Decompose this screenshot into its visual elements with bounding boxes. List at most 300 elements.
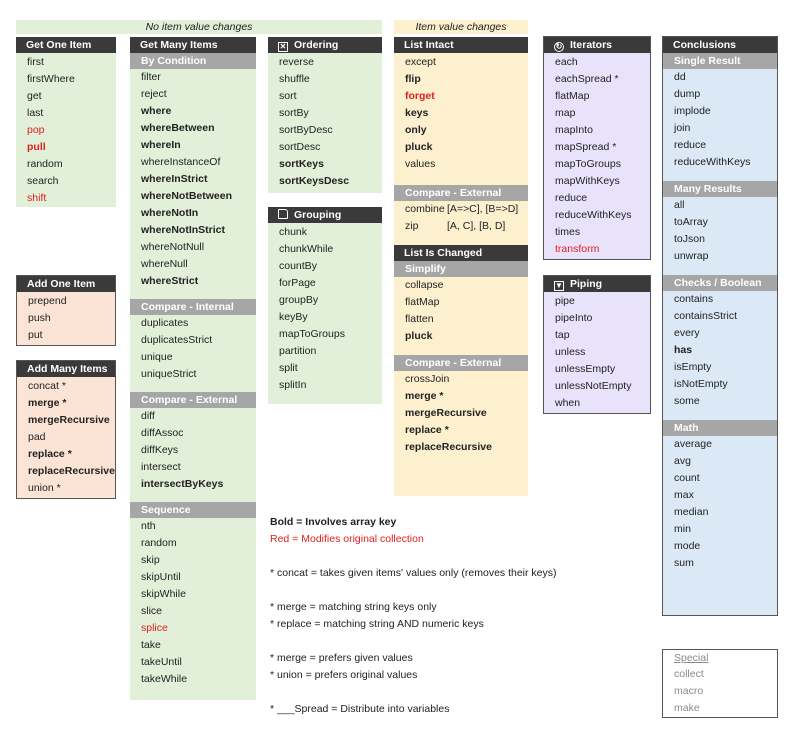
method-label: contains bbox=[674, 293, 714, 305]
method-item bbox=[130, 120, 256, 137]
method-label: unlessNotEmpty bbox=[555, 380, 632, 392]
method-label: max bbox=[674, 489, 694, 501]
method-item bbox=[130, 154, 256, 171]
method-item bbox=[544, 224, 650, 241]
method-label: uniqueStrict bbox=[141, 368, 197, 380]
checks-boolean-list bbox=[663, 291, 777, 410]
method-label: containsStrict bbox=[674, 310, 738, 322]
method-label: pluck bbox=[405, 330, 433, 342]
method-item bbox=[394, 218, 528, 235]
method-label: replaceRecursive bbox=[28, 465, 115, 477]
method-label: splice bbox=[141, 622, 168, 634]
method-label: flatten bbox=[405, 313, 434, 325]
method-label: dd bbox=[674, 71, 686, 83]
method-label: isEmpty bbox=[674, 361, 712, 373]
method-label: unwrap bbox=[674, 250, 709, 262]
special-item: make bbox=[674, 702, 700, 714]
piping-header bbox=[544, 276, 650, 292]
single-result-list bbox=[663, 69, 777, 171]
method-label: flatMap bbox=[555, 90, 590, 102]
method-label: firstWhere bbox=[27, 73, 75, 85]
method-item bbox=[394, 88, 528, 105]
conclusions-header: Conclusions bbox=[663, 37, 777, 53]
method-item bbox=[130, 315, 256, 332]
method-item bbox=[544, 378, 650, 395]
method-label: mapToGroups bbox=[555, 158, 621, 170]
method-label: pad bbox=[28, 431, 46, 443]
method-item bbox=[663, 393, 777, 410]
method-item bbox=[544, 241, 650, 258]
method-item bbox=[663, 214, 777, 231]
sequence-list bbox=[130, 518, 256, 700]
method-label: takeUntil bbox=[141, 656, 182, 668]
method-label: pipe bbox=[555, 295, 575, 307]
compare-internal-subheader: Compare - Internal bbox=[130, 299, 256, 315]
method-label: all bbox=[674, 199, 685, 211]
method-label: average bbox=[674, 438, 712, 450]
method-label: union * bbox=[28, 482, 61, 494]
method-label: times bbox=[555, 226, 581, 238]
method-label: filter bbox=[141, 71, 161, 83]
method-label: whereIn bbox=[141, 139, 181, 151]
method-item bbox=[394, 122, 528, 139]
method-label: merge * bbox=[28, 397, 67, 409]
method-item bbox=[268, 105, 382, 122]
list-intact-header: List Intact bbox=[394, 37, 528, 53]
iterators-list bbox=[544, 53, 650, 259]
method-item bbox=[17, 293, 115, 310]
method-label: reduceWithKeys bbox=[555, 209, 632, 221]
method-label: intersectByKeys bbox=[141, 478, 224, 490]
method-item bbox=[130, 137, 256, 154]
special-title: Special bbox=[674, 652, 709, 664]
method-item bbox=[130, 188, 256, 205]
method-item bbox=[268, 377, 382, 394]
legend-merge-prefers: * merge = prefers given values bbox=[270, 652, 413, 664]
method-item bbox=[16, 139, 116, 156]
method-label: diffAssoc bbox=[141, 427, 184, 439]
iterators-title: Iterators bbox=[570, 39, 613, 51]
method-item bbox=[663, 453, 777, 470]
method-item bbox=[130, 425, 256, 442]
method-item bbox=[17, 378, 115, 395]
method-item bbox=[17, 327, 115, 344]
method-label: shuffle bbox=[279, 73, 310, 85]
method-item bbox=[130, 103, 256, 120]
method-item bbox=[394, 311, 528, 328]
method-item bbox=[394, 105, 528, 122]
method-item bbox=[663, 342, 777, 359]
method-item bbox=[17, 429, 115, 446]
method-item bbox=[268, 343, 382, 360]
method-item bbox=[268, 54, 382, 71]
method-label: whereInstanceOf bbox=[141, 156, 221, 168]
method-label: collapse bbox=[405, 279, 444, 291]
method-item bbox=[544, 190, 650, 207]
list-intact-compare-external-subheader: Compare - External bbox=[394, 185, 528, 201]
piping-list bbox=[544, 292, 650, 413]
method-item bbox=[544, 293, 650, 310]
method-item bbox=[663, 555, 777, 572]
method-item bbox=[394, 71, 528, 88]
method-label: split bbox=[279, 362, 298, 374]
grouping-box bbox=[268, 207, 382, 404]
method-item bbox=[394, 405, 528, 422]
method-label: first bbox=[27, 56, 44, 68]
method-item bbox=[16, 105, 116, 122]
method-label: count bbox=[674, 472, 700, 484]
method-item bbox=[394, 371, 528, 388]
method-label: shift bbox=[27, 192, 47, 204]
method-item bbox=[16, 173, 116, 190]
method-label: duplicatesStrict bbox=[141, 334, 213, 346]
method-item bbox=[268, 224, 382, 241]
method-item bbox=[544, 344, 650, 361]
method-item bbox=[268, 360, 382, 377]
method-label: random bbox=[141, 537, 177, 549]
method-item bbox=[663, 308, 777, 325]
method-label: replace * bbox=[405, 424, 449, 436]
method-item bbox=[130, 459, 256, 476]
method-item bbox=[544, 156, 650, 173]
method-item bbox=[268, 71, 382, 88]
method-item bbox=[130, 69, 256, 86]
method-label: implode bbox=[674, 105, 711, 117]
method-label: skip bbox=[141, 554, 160, 566]
method-label: reject bbox=[141, 88, 167, 100]
method-item bbox=[130, 535, 256, 552]
method-item bbox=[663, 325, 777, 342]
method-item bbox=[394, 277, 528, 294]
method-item bbox=[17, 463, 115, 480]
method-label: replaceRecursive bbox=[405, 441, 492, 453]
method-label: reduce bbox=[555, 192, 588, 204]
method-label: random bbox=[27, 158, 63, 170]
method-item bbox=[544, 105, 650, 122]
method-item bbox=[544, 361, 650, 378]
loop-icon: ↻ bbox=[555, 42, 563, 51]
method-label: mode bbox=[674, 540, 701, 552]
method-label: flip bbox=[405, 73, 421, 85]
get-one-item-box bbox=[16, 37, 116, 207]
method-item bbox=[17, 412, 115, 429]
method-label: mapToGroups bbox=[279, 328, 345, 340]
method-item bbox=[394, 294, 528, 311]
method-item bbox=[663, 376, 777, 393]
grouping-header bbox=[268, 207, 382, 223]
funnel-icon: ▼ bbox=[555, 281, 563, 290]
method-item bbox=[268, 88, 382, 105]
method-item bbox=[16, 190, 116, 207]
method-label: reduce bbox=[674, 139, 707, 151]
method-item bbox=[544, 122, 650, 139]
method-label: flatMap bbox=[405, 296, 440, 308]
method-item bbox=[268, 122, 382, 139]
method-label: every bbox=[674, 327, 700, 339]
legend-spread: * ___Spread = Distribute into variables bbox=[270, 703, 450, 715]
by-condition-list bbox=[130, 69, 256, 290]
method-label: whereNotBetween bbox=[141, 190, 233, 202]
get-one-item-list bbox=[16, 53, 116, 207]
method-item bbox=[130, 518, 256, 535]
method-label: except bbox=[405, 56, 436, 68]
sequence-subheader: Sequence bbox=[130, 502, 256, 518]
method-item bbox=[268, 275, 382, 292]
method-label: crossJoin bbox=[405, 373, 450, 385]
method-example: [A, C], [B, D] bbox=[447, 220, 506, 232]
method-label: median bbox=[674, 506, 709, 518]
method-item bbox=[394, 439, 528, 456]
by-condition-subheader: By Condition bbox=[130, 53, 256, 69]
method-label: min bbox=[674, 523, 691, 535]
method-item bbox=[394, 54, 528, 71]
method-item bbox=[663, 504, 777, 521]
compare-external-list bbox=[130, 408, 256, 493]
legend-merge-keys: * merge = matching string keys only bbox=[270, 601, 437, 613]
legend-concat: * concat = takes given items' values only (removes their keys) bbox=[270, 567, 557, 579]
method-label: sum bbox=[674, 557, 694, 569]
method-label: mapSpread * bbox=[555, 141, 617, 153]
method-item bbox=[130, 569, 256, 586]
method-label: values bbox=[405, 158, 436, 170]
method-item bbox=[130, 637, 256, 654]
method-item bbox=[16, 88, 116, 105]
legend-replace: * replace = matching string AND numeric keys bbox=[270, 618, 484, 630]
method-item bbox=[130, 256, 256, 273]
checks-boolean-subheader: Checks / Boolean bbox=[663, 275, 777, 291]
ordering-header bbox=[268, 37, 382, 53]
method-item bbox=[130, 332, 256, 349]
method-label: unlessEmpty bbox=[555, 363, 616, 375]
method-item bbox=[130, 671, 256, 688]
method-label: pull bbox=[27, 141, 46, 153]
method-label: sortByDesc bbox=[279, 124, 333, 136]
method-label: put bbox=[28, 329, 43, 341]
method-label: search bbox=[27, 175, 59, 187]
method-item bbox=[130, 366, 256, 383]
method-item bbox=[16, 122, 116, 139]
method-item bbox=[394, 328, 528, 345]
method-label: concat * bbox=[28, 380, 66, 392]
method-label: countBy bbox=[279, 260, 317, 272]
method-example: [A=>C], [B=>D] bbox=[447, 203, 519, 215]
method-item bbox=[268, 139, 382, 156]
method-item bbox=[663, 69, 777, 86]
method-label: pluck bbox=[405, 141, 433, 153]
method-label: mapInto bbox=[555, 124, 593, 136]
method-label: get bbox=[27, 90, 42, 102]
method-label: takeWhile bbox=[141, 673, 188, 685]
method-item bbox=[130, 654, 256, 671]
method-label: tap bbox=[555, 329, 570, 341]
method-item bbox=[16, 156, 116, 173]
get-one-item-header: Get One Item bbox=[16, 37, 116, 53]
method-item bbox=[394, 422, 528, 439]
legend-red: Red = Modifies original collection bbox=[270, 533, 424, 545]
special-box bbox=[662, 649, 778, 718]
method-label: chunkWhile bbox=[279, 243, 334, 255]
method-item bbox=[663, 103, 777, 120]
add-one-item-box bbox=[16, 275, 116, 346]
add-many-items-list bbox=[17, 377, 115, 498]
method-item bbox=[544, 88, 650, 105]
method-item bbox=[130, 239, 256, 256]
method-item bbox=[17, 446, 115, 463]
method-item bbox=[130, 273, 256, 290]
method-label: whereStrict bbox=[141, 275, 199, 287]
special-item: macro bbox=[674, 685, 704, 697]
grouping-title: Grouping bbox=[294, 209, 342, 221]
method-item bbox=[663, 197, 777, 214]
get-many-items-box bbox=[130, 37, 256, 700]
add-one-item-list bbox=[17, 292, 115, 345]
method-item bbox=[130, 408, 256, 425]
simplify-subheader: Simplify bbox=[394, 261, 528, 277]
method-item bbox=[663, 154, 777, 171]
method-item bbox=[130, 86, 256, 103]
method-label: sortKeys bbox=[279, 158, 324, 170]
method-item bbox=[544, 310, 650, 327]
conclusions-box bbox=[662, 36, 778, 616]
method-label: mergeRecursive bbox=[405, 407, 487, 419]
method-item bbox=[663, 538, 777, 555]
method-label: when bbox=[555, 397, 581, 409]
method-item bbox=[268, 258, 382, 275]
method-label: partition bbox=[279, 345, 317, 357]
piping-box bbox=[543, 275, 651, 414]
method-item bbox=[130, 620, 256, 637]
method-item bbox=[130, 222, 256, 239]
legend-union: * union = prefers original values bbox=[270, 669, 418, 681]
method-label: combine bbox=[405, 203, 445, 215]
item-value-changes-column bbox=[394, 37, 528, 496]
single-result-subheader: Single Result bbox=[663, 53, 777, 69]
method-label: dump bbox=[674, 88, 701, 100]
ordering-list bbox=[268, 53, 382, 193]
add-many-items-header: Add Many Items bbox=[17, 361, 115, 377]
piping-title: Piping bbox=[570, 278, 603, 290]
method-label: toJson bbox=[674, 233, 705, 245]
method-item bbox=[130, 349, 256, 366]
method-label: diff bbox=[141, 410, 155, 422]
method-label: toArray bbox=[674, 216, 708, 228]
method-label: merge * bbox=[405, 390, 444, 402]
method-item bbox=[663, 487, 777, 504]
method-item bbox=[268, 292, 382, 309]
method-label: sortBy bbox=[279, 107, 309, 119]
grouping-list bbox=[268, 223, 382, 404]
folder-icon bbox=[278, 209, 288, 219]
compare-external-subheader: Compare - External bbox=[130, 392, 256, 408]
many-results-list bbox=[663, 197, 777, 265]
compare-internal-list bbox=[130, 315, 256, 383]
method-label: reduceWithKeys bbox=[674, 156, 751, 168]
method-item bbox=[544, 54, 650, 71]
method-label: whereInStrict bbox=[141, 173, 208, 185]
method-label: chunk bbox=[279, 226, 308, 238]
method-label: prepend bbox=[28, 295, 67, 307]
method-item bbox=[130, 603, 256, 620]
method-item bbox=[544, 71, 650, 88]
method-label: reverse bbox=[279, 56, 315, 68]
method-item bbox=[130, 586, 256, 603]
method-label: whereNotIn bbox=[141, 207, 199, 219]
list-is-changed-header: List Is Changed bbox=[394, 245, 528, 261]
iterators-box bbox=[543, 36, 651, 260]
method-label: intersect bbox=[141, 461, 181, 473]
method-item bbox=[268, 241, 382, 258]
method-item bbox=[663, 359, 777, 376]
method-label: avg bbox=[674, 455, 691, 467]
method-item bbox=[17, 395, 115, 412]
method-label: groupBy bbox=[279, 294, 319, 306]
method-label: skipWhile bbox=[141, 588, 186, 600]
shuffle-icon: ✕ bbox=[279, 42, 287, 51]
method-item bbox=[268, 326, 382, 343]
method-item bbox=[544, 173, 650, 190]
method-label: only bbox=[405, 124, 427, 136]
method-label: mergeRecursive bbox=[28, 414, 110, 426]
method-item bbox=[663, 291, 777, 308]
method-label: forget bbox=[405, 90, 435, 102]
method-item bbox=[16, 54, 116, 71]
iterators-header bbox=[544, 37, 650, 53]
method-label: mapWithKeys bbox=[555, 175, 620, 187]
many-results-subheader: Many Results bbox=[663, 181, 777, 197]
method-label: zip bbox=[405, 220, 419, 232]
method-label: diffKeys bbox=[141, 444, 179, 456]
method-label: take bbox=[141, 639, 161, 651]
method-label: transform bbox=[555, 243, 600, 255]
method-item bbox=[663, 470, 777, 487]
method-item bbox=[544, 327, 650, 344]
method-label: some bbox=[674, 395, 700, 407]
method-item bbox=[130, 442, 256, 459]
method-item bbox=[663, 436, 777, 453]
list-intact-compare-external-list bbox=[394, 201, 528, 235]
method-label: slice bbox=[141, 605, 163, 617]
method-label: sort bbox=[279, 90, 297, 102]
method-label: whereBetween bbox=[141, 122, 215, 134]
method-item bbox=[17, 310, 115, 327]
method-label: sortKeysDesc bbox=[279, 175, 350, 187]
method-label: unique bbox=[141, 351, 173, 363]
method-item bbox=[130, 205, 256, 222]
band-no-item-value-changes: No item value changes bbox=[16, 20, 382, 34]
method-item bbox=[663, 86, 777, 103]
legend-bold: Bold = Involves array key bbox=[270, 516, 397, 528]
method-item bbox=[544, 207, 650, 224]
method-label: splitIn bbox=[279, 379, 307, 391]
method-label: pop bbox=[27, 124, 45, 136]
method-item bbox=[663, 231, 777, 248]
method-item bbox=[663, 120, 777, 137]
ordering-title: Ordering bbox=[294, 39, 339, 51]
method-label: join bbox=[674, 122, 691, 134]
method-item bbox=[544, 395, 650, 412]
method-item bbox=[394, 156, 528, 173]
method-label: has bbox=[674, 344, 693, 356]
method-label: replace * bbox=[28, 448, 72, 460]
list-changed-compare-external-list bbox=[394, 371, 528, 456]
method-item bbox=[394, 139, 528, 156]
method-label: whereNotInStrict bbox=[141, 224, 226, 236]
add-many-items-box bbox=[16, 360, 116, 499]
method-item bbox=[268, 173, 382, 190]
math-list bbox=[663, 436, 777, 572]
method-item bbox=[130, 552, 256, 569]
method-label: keys bbox=[405, 107, 429, 119]
